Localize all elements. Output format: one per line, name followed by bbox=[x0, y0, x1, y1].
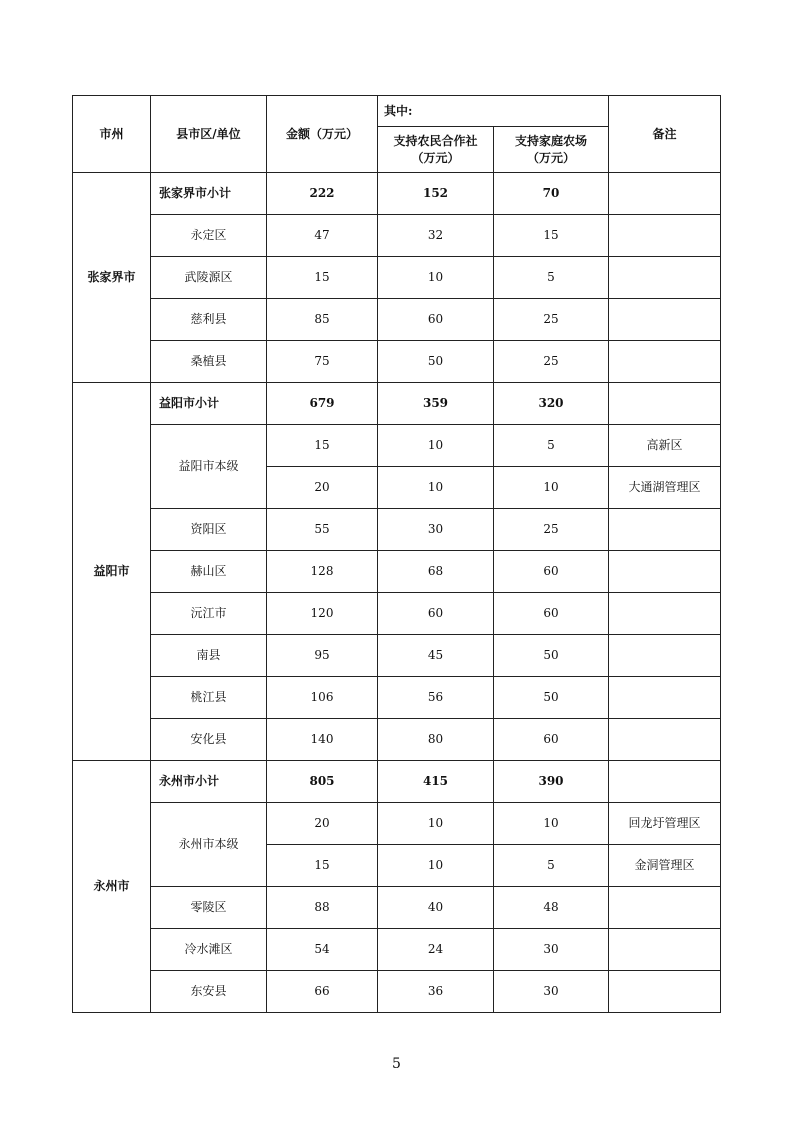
farm-cell: 5 bbox=[494, 257, 609, 299]
subtotal-row bbox=[73, 173, 721, 215]
county-cell: 慈利县 bbox=[151, 299, 267, 341]
amount-cell: 20 bbox=[267, 467, 378, 509]
amount-cell: 75 bbox=[267, 341, 378, 383]
note-cell bbox=[609, 215, 721, 257]
coop-cell: 10 bbox=[378, 467, 494, 509]
note-cell bbox=[609, 929, 721, 971]
subtotal-label: 永州市小计 bbox=[151, 761, 267, 803]
city-cell: 张家界市 bbox=[73, 173, 151, 383]
coop-cell: 24 bbox=[378, 929, 494, 971]
farm-cell: 30 bbox=[494, 971, 609, 1013]
note-cell bbox=[609, 551, 721, 593]
table-row bbox=[73, 803, 721, 845]
note-cell bbox=[609, 593, 721, 635]
coop-cell: 45 bbox=[378, 635, 494, 677]
farm-cell: 390 bbox=[494, 761, 609, 803]
amount-cell: 15 bbox=[267, 425, 378, 467]
coop-cell: 152 bbox=[378, 173, 494, 215]
farm-cell: 10 bbox=[494, 803, 609, 845]
county-cell: 安化县 bbox=[151, 719, 267, 761]
note-cell: 大通湖管理区 bbox=[609, 467, 721, 509]
subtotal-label: 张家界市小计 bbox=[151, 173, 267, 215]
table-row bbox=[73, 215, 721, 257]
county-cell: 沅江市 bbox=[151, 593, 267, 635]
farm-cell: 50 bbox=[494, 635, 609, 677]
table-row bbox=[73, 257, 721, 299]
county-cell: 永定区 bbox=[151, 215, 267, 257]
coop-cell: 359 bbox=[378, 383, 494, 425]
amount-cell: 222 bbox=[267, 173, 378, 215]
farm-cell: 15 bbox=[494, 215, 609, 257]
amount-cell: 54 bbox=[267, 929, 378, 971]
amount-cell: 55 bbox=[267, 509, 378, 551]
city-cell: 益阳市 bbox=[73, 383, 151, 761]
farm-cell: 70 bbox=[494, 173, 609, 215]
county-cell: 永州市本级 bbox=[151, 803, 267, 887]
header-coop: 支持农民合作社 （万元） bbox=[378, 127, 494, 173]
page-number: 5 bbox=[392, 1056, 401, 1072]
amount-cell: 128 bbox=[267, 551, 378, 593]
table-row bbox=[73, 635, 721, 677]
coop-cell: 30 bbox=[378, 509, 494, 551]
amount-cell: 15 bbox=[267, 257, 378, 299]
farm-cell: 5 bbox=[494, 845, 609, 887]
amount-cell: 88 bbox=[267, 887, 378, 929]
amount-cell: 106 bbox=[267, 677, 378, 719]
note-cell: 高新区 bbox=[609, 425, 721, 467]
table-row bbox=[73, 341, 721, 383]
coop-cell: 10 bbox=[378, 257, 494, 299]
note-cell bbox=[609, 509, 721, 551]
table-row bbox=[73, 677, 721, 719]
coop-cell: 56 bbox=[378, 677, 494, 719]
coop-cell: 80 bbox=[378, 719, 494, 761]
county-cell: 武陵源区 bbox=[151, 257, 267, 299]
amount-cell: 47 bbox=[267, 215, 378, 257]
note-cell bbox=[609, 383, 721, 425]
county-cell: 赫山区 bbox=[151, 551, 267, 593]
county-cell: 资阳区 bbox=[151, 509, 267, 551]
county-cell: 桑植县 bbox=[151, 341, 267, 383]
header-county: 县市区/单位 bbox=[151, 96, 267, 173]
amount-cell: 805 bbox=[267, 761, 378, 803]
coop-cell: 50 bbox=[378, 341, 494, 383]
farm-cell: 60 bbox=[494, 593, 609, 635]
amount-cell: 120 bbox=[267, 593, 378, 635]
amount-cell: 95 bbox=[267, 635, 378, 677]
header-city: 市州 bbox=[73, 96, 151, 173]
coop-cell: 60 bbox=[378, 299, 494, 341]
table-row bbox=[73, 929, 721, 971]
coop-cell: 10 bbox=[378, 803, 494, 845]
farm-cell: 60 bbox=[494, 551, 609, 593]
header-among: 其中: bbox=[378, 96, 609, 127]
subtotal-row bbox=[73, 383, 721, 425]
note-cell: 回龙圩管理区 bbox=[609, 803, 721, 845]
amount-cell: 15 bbox=[267, 845, 378, 887]
coop-cell: 32 bbox=[378, 215, 494, 257]
coop-cell: 36 bbox=[378, 971, 494, 1013]
coop-cell: 68 bbox=[378, 551, 494, 593]
farm-cell: 320 bbox=[494, 383, 609, 425]
table-row bbox=[73, 971, 721, 1013]
amount-cell: 20 bbox=[267, 803, 378, 845]
note-cell bbox=[609, 761, 721, 803]
table-row bbox=[73, 425, 721, 467]
county-cell: 零陵区 bbox=[151, 887, 267, 929]
amount-cell: 85 bbox=[267, 299, 378, 341]
coop-cell: 10 bbox=[378, 845, 494, 887]
subtotal-row bbox=[73, 761, 721, 803]
county-cell: 益阳市本级 bbox=[151, 425, 267, 509]
allocation-table bbox=[72, 95, 721, 1013]
amount-cell: 679 bbox=[267, 383, 378, 425]
header-amount: 金额（万元） bbox=[267, 96, 378, 173]
header-note: 备注 bbox=[609, 96, 721, 173]
amount-cell: 66 bbox=[267, 971, 378, 1013]
farm-cell: 25 bbox=[494, 299, 609, 341]
coop-cell: 10 bbox=[378, 425, 494, 467]
farm-cell: 5 bbox=[494, 425, 609, 467]
header-farm: 支持家庭农场 （万元） bbox=[494, 127, 609, 173]
coop-cell: 415 bbox=[378, 761, 494, 803]
table-row bbox=[73, 509, 721, 551]
farm-cell: 25 bbox=[494, 509, 609, 551]
table-row bbox=[73, 593, 721, 635]
farm-cell: 48 bbox=[494, 887, 609, 929]
note-cell bbox=[609, 341, 721, 383]
table-row bbox=[73, 299, 721, 341]
note-cell bbox=[609, 677, 721, 719]
county-cell: 桃江县 bbox=[151, 677, 267, 719]
note-cell bbox=[609, 299, 721, 341]
header-row bbox=[73, 96, 721, 127]
note-cell bbox=[609, 971, 721, 1013]
coop-cell: 60 bbox=[378, 593, 494, 635]
county-cell: 冷水滩区 bbox=[151, 929, 267, 971]
county-cell: 东安县 bbox=[151, 971, 267, 1013]
farm-cell: 60 bbox=[494, 719, 609, 761]
coop-cell: 40 bbox=[378, 887, 494, 929]
note-cell bbox=[609, 635, 721, 677]
note-cell bbox=[609, 887, 721, 929]
farm-cell: 50 bbox=[494, 677, 609, 719]
farm-cell: 10 bbox=[494, 467, 609, 509]
table-row bbox=[73, 551, 721, 593]
note-cell: 金洞管理区 bbox=[609, 845, 721, 887]
note-cell bbox=[609, 257, 721, 299]
subtotal-label: 益阳市小计 bbox=[151, 383, 267, 425]
note-cell bbox=[609, 719, 721, 761]
note-cell bbox=[609, 173, 721, 215]
table-row bbox=[73, 719, 721, 761]
farm-cell: 25 bbox=[494, 341, 609, 383]
city-cell: 永州市 bbox=[73, 761, 151, 1013]
farm-cell: 30 bbox=[494, 929, 609, 971]
table-row bbox=[73, 887, 721, 929]
county-cell: 南县 bbox=[151, 635, 267, 677]
amount-cell: 140 bbox=[267, 719, 378, 761]
